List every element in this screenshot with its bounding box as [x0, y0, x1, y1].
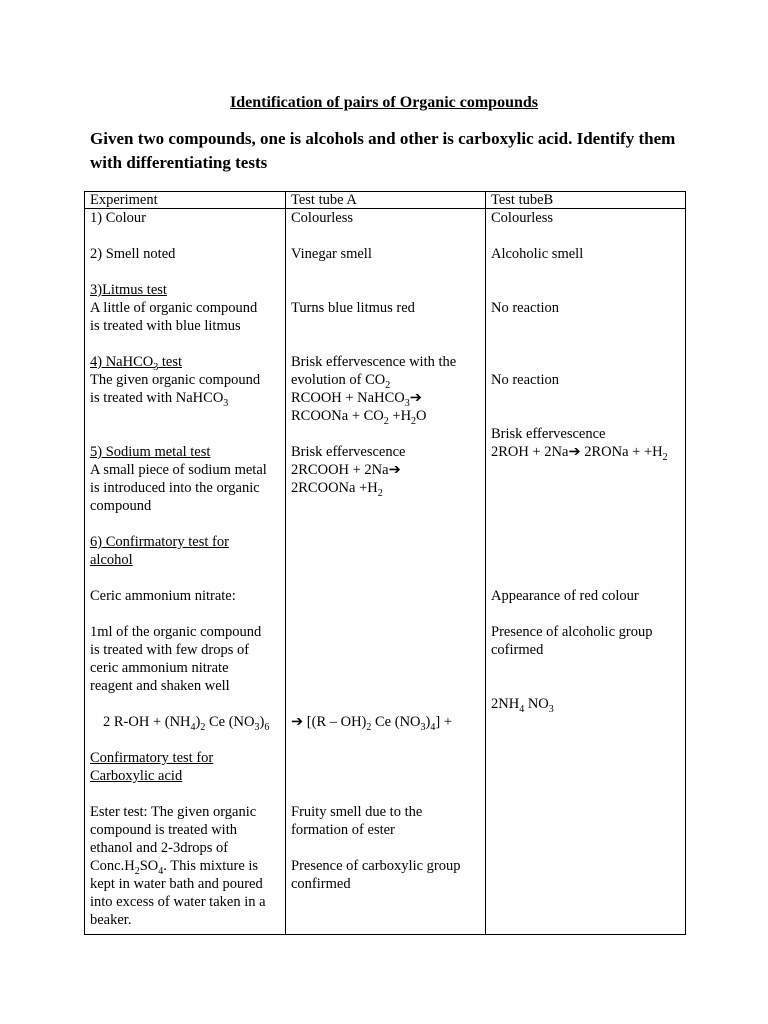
a-nahco3-result: evolution of $CO_2$ — [291, 372, 391, 391]
nahco3-desc-line: The given organic compound — [90, 372, 261, 388]
a-sodium-equation: 2RCOONa $+H_2$ — [291, 480, 383, 499]
arrow-icon: ➔ — [291, 714, 304, 730]
ceric-equation-rhs: $2NH_4$ $NO_3$ — [491, 696, 554, 715]
b-sodium-result: Brisk effervescence — [491, 426, 606, 442]
ester-desc-line: $Conc.H_2SO_4$. This mixture is — [90, 858, 259, 877]
a-acid-confirmed: confirmed — [291, 876, 351, 892]
sodium-desc-line: is introduced into the organic — [90, 480, 260, 496]
table-row — [85, 209, 686, 935]
ceric-equation-middle: ➔ [$(R - OH)_2$ Ce $(NO_3)_4$] + — [291, 714, 453, 733]
ester-desc-line: Ester test: The given organic — [90, 804, 257, 820]
arrow-icon: ➔ — [568, 444, 581, 460]
sodium-test-label: 5) Sodium metal test — [90, 444, 211, 460]
a-ester-result: Fruity smell due to the — [291, 804, 423, 820]
a-acid-confirmed: Presence of carboxylic group — [291, 858, 461, 874]
tests-table — [84, 191, 686, 935]
ester-desc-line: beaker. — [90, 912, 132, 928]
sodium-desc-line: A small piece of sodium metal — [90, 462, 267, 478]
ceric-reagent-label: Ceric ammonium nitrate: — [90, 588, 236, 604]
test-tube-a-column — [286, 209, 486, 935]
b-colour-result: Colourless — [491, 210, 554, 226]
ester-desc-line: kept in water bath and poured — [90, 876, 263, 892]
ceric-desc-line: reagent and shaken well — [90, 678, 230, 694]
litmus-desc-line: A little of organic compound — [90, 300, 258, 316]
question-text: Given two compounds, one is alcohols and other is carboxylic acid. Identify them with differentiating tests — [90, 129, 676, 172]
a-nahco3-equation: RCOOH + NaHCO$_3$➔ — [291, 390, 422, 409]
alcohol-confirm-label: alcohol — [90, 552, 133, 568]
ceric-desc-line: 1ml of the organic compound — [90, 624, 262, 640]
b-alcohol-confirmed: Presence of alcoholic group — [491, 624, 653, 640]
acid-confirm-label: Carboxylic acid — [90, 768, 183, 784]
smell-test-label: 2) Smell noted — [90, 246, 176, 262]
a-litmus-result: Turns blue litmus red — [291, 300, 415, 316]
a-colour-result: Colourless — [291, 210, 354, 226]
b-alcohol-confirmed: cofirmed — [491, 642, 544, 658]
experiment-column — [85, 209, 286, 935]
colour-test-label: 1) Colour — [90, 210, 146, 226]
arrow-icon: ➔ — [388, 462, 401, 478]
ester-desc-line: compound is treated with — [90, 822, 237, 838]
header-test-tube-b: Test tubeB — [486, 192, 686, 209]
a-ester-result: formation of ester — [291, 822, 395, 838]
litmus-test-label: 3)Litmus test — [90, 282, 167, 298]
a-smell-result: Vinegar smell — [291, 246, 372, 262]
b-litmus-result: No reaction — [491, 300, 560, 316]
b-sodium-equation: 2ROH + 2Na➔ 2RONa + $+H_2$ — [491, 444, 668, 463]
sodium-desc-line: compound — [90, 498, 152, 514]
ceric-desc-line: is treated with few drops of — [90, 642, 250, 658]
arrow-icon: ➔ — [409, 390, 422, 406]
nahco3-test-label: 4) NaHCO$_3$ test — [90, 354, 182, 373]
header-experiment: Experiment — [85, 192, 286, 209]
page-title: Identification of pairs of Organic compounds — [229, 94, 538, 111]
acid-confirm-label: Confirmatory test for — [90, 750, 214, 766]
nahco3-desc-line: is treated with NaHCO$_3$ — [90, 390, 229, 409]
a-sodium-equation: 2RCOOH + 2Na➔ — [291, 462, 401, 478]
ester-desc-line: ethanol and 2-3drops of — [90, 840, 229, 856]
header-test-tube-a: Test tube A — [286, 192, 486, 209]
ceric-desc-line: ceric ammonium nitrate — [90, 660, 229, 676]
ester-desc-line: into excess of water taken in a — [90, 894, 266, 910]
a-sodium-result: Brisk effervescence — [291, 444, 406, 460]
b-nahco3-result: No reaction — [491, 372, 560, 388]
test-tube-b-column — [486, 209, 686, 935]
ceric-equation-lhs: 2 $R-OH + (NH_4)_2$ Ce $(NO_3)_6$ — [103, 714, 270, 733]
table-header-row — [85, 192, 686, 209]
b-ceric-result: Appearance of red colour — [491, 588, 639, 604]
a-nahco3-equation: RCOONa + $CO_2 +H_2O$ — [291, 408, 427, 427]
alcohol-confirm-label: 6) Confirmatory test for — [90, 534, 229, 550]
b-smell-result: Alcoholic smell — [491, 246, 584, 262]
litmus-desc-line: is treated with blue litmus — [90, 318, 241, 334]
a-nahco3-result: Brisk effervescence with the — [291, 354, 457, 370]
